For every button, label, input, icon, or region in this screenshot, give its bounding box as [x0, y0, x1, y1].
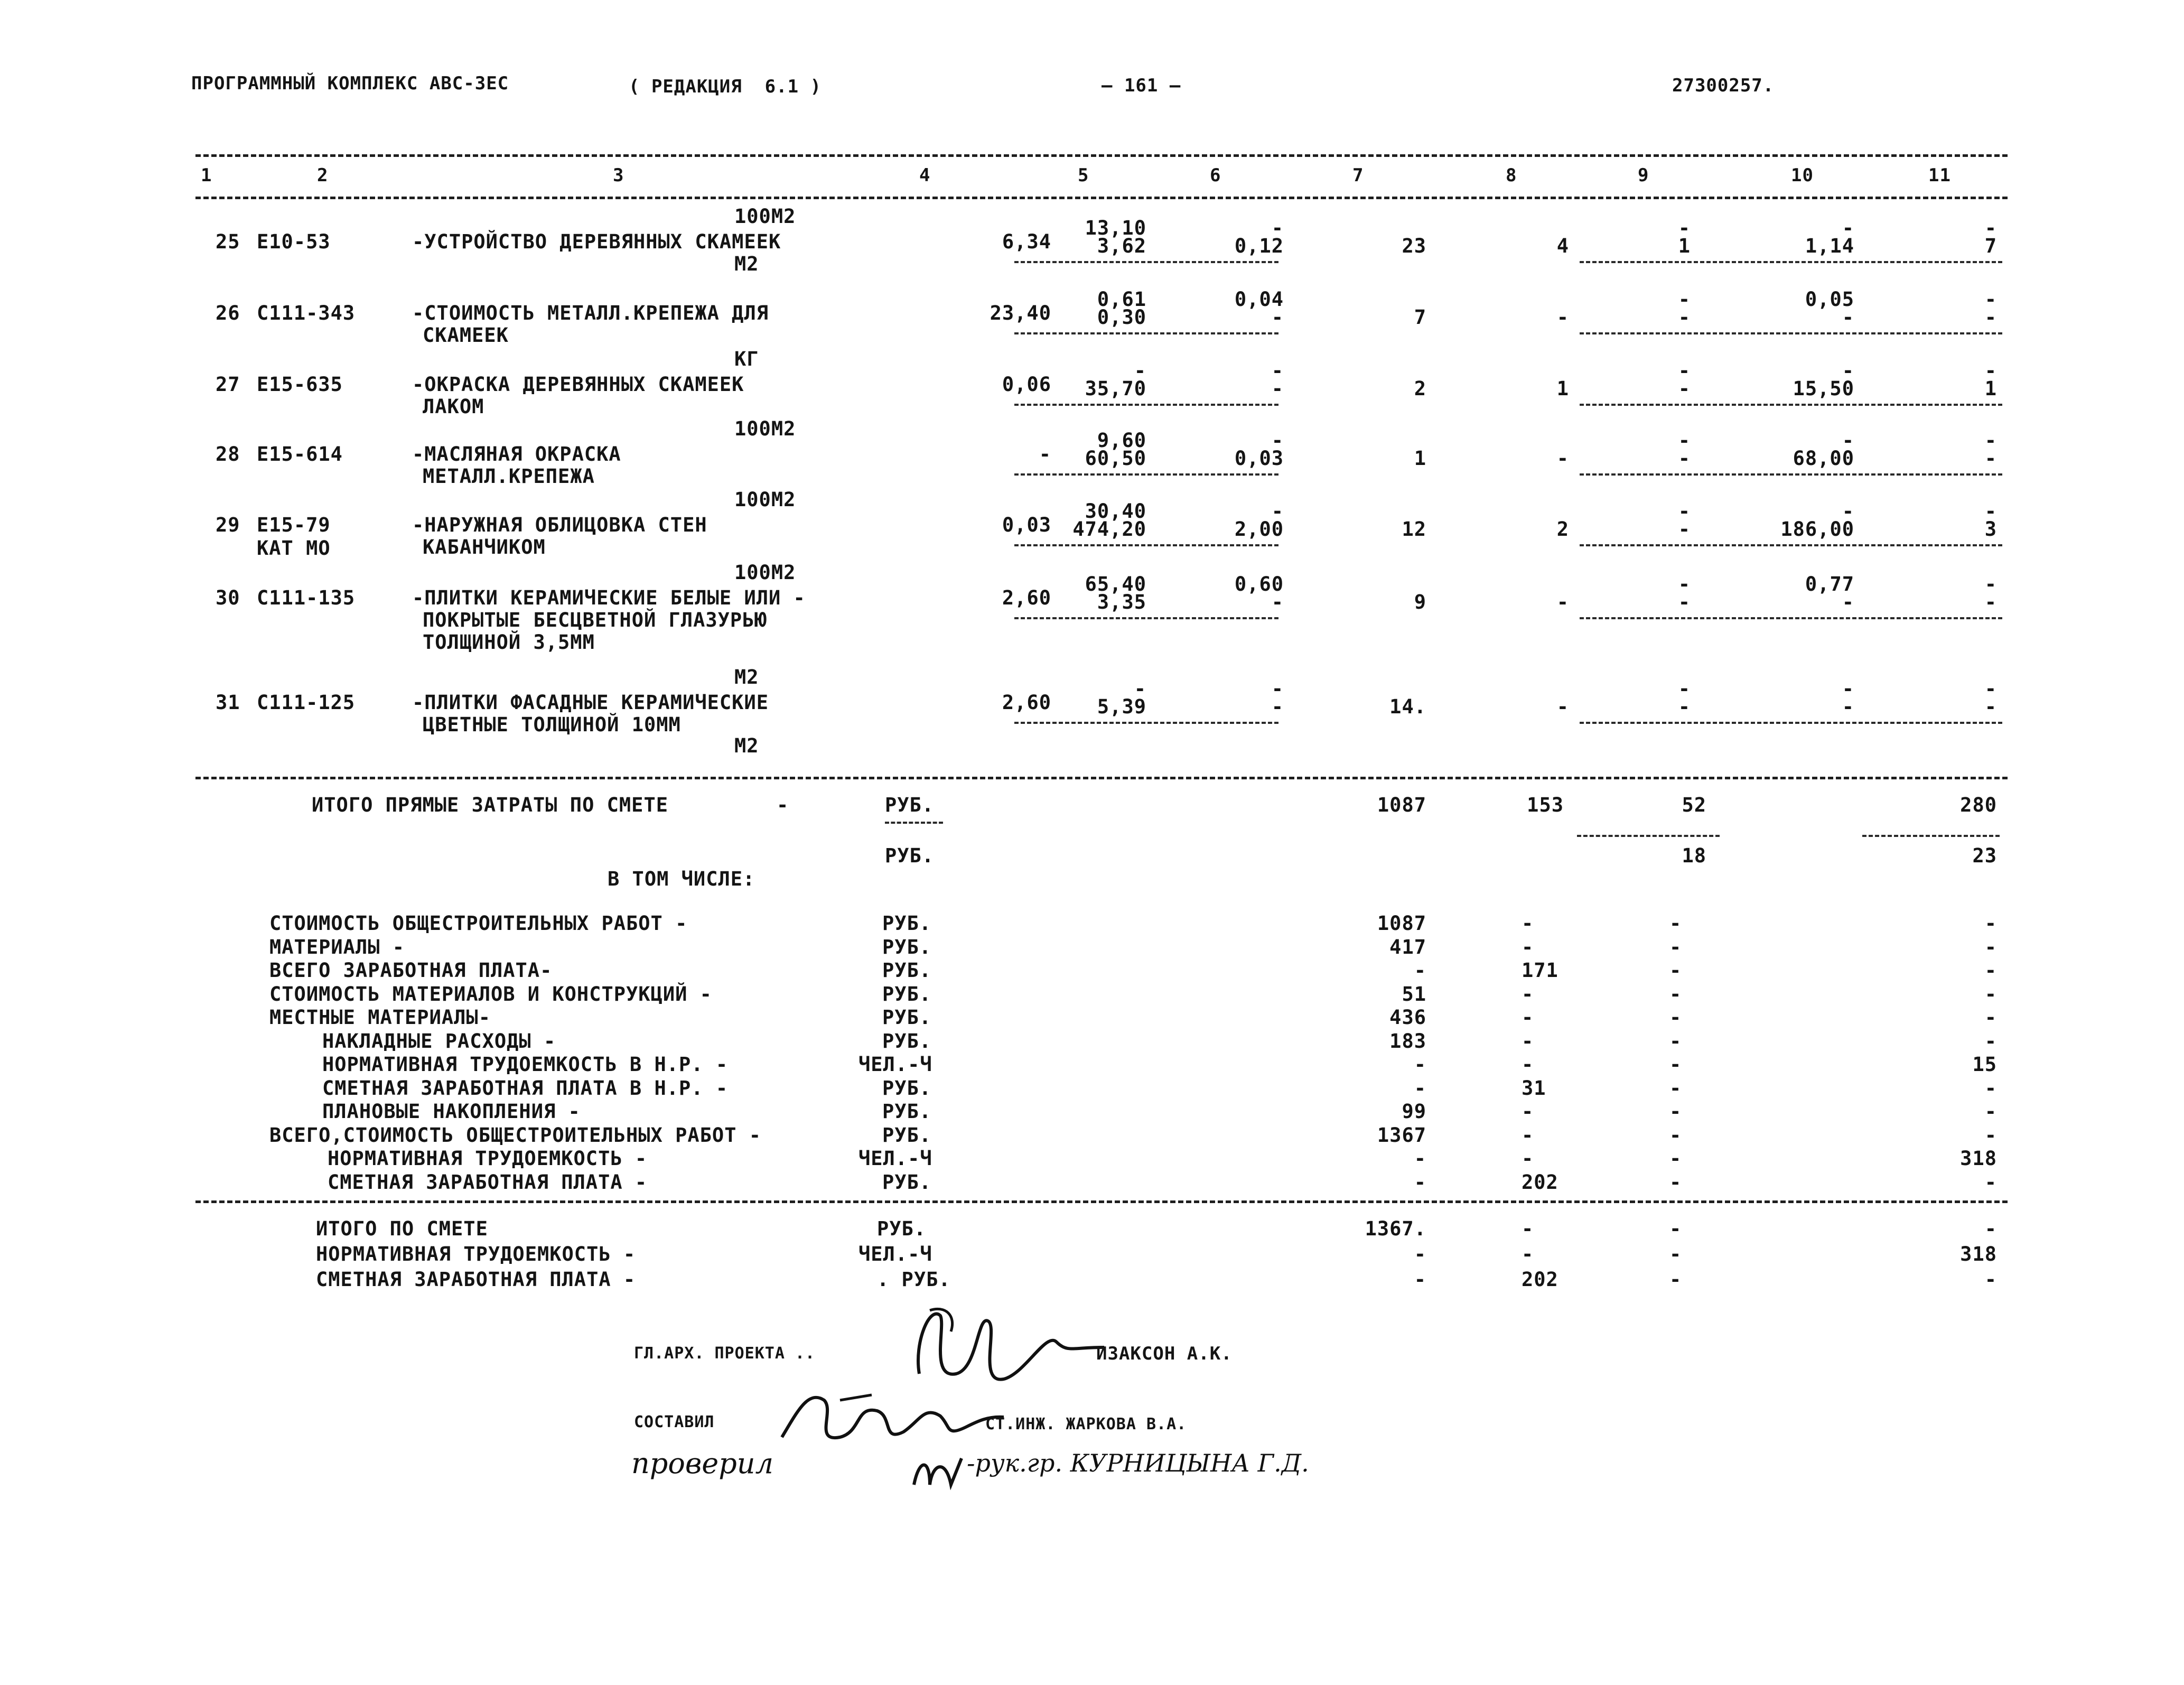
grand-total-c7: -: [1414, 1243, 1426, 1265]
document-number: 27300257.: [1672, 75, 1775, 96]
breakdown-c9: -: [1669, 983, 1682, 1006]
row-c5-top: 0,61: [1097, 288, 1146, 311]
row-code: С111-125: [257, 691, 356, 714]
grand-total-c7: -: [1414, 1268, 1426, 1291]
breakdown-c7: -: [1414, 1171, 1426, 1194]
grand-total-c11: -: [1984, 1268, 1997, 1291]
row-quantity: 2,60: [1002, 587, 1051, 609]
breakdown-c7: 1367: [1377, 1124, 1426, 1147]
breakdown-c8: 31: [1522, 1077, 1546, 1100]
breakdown-label: НОРМАТИВНАЯ ТРУДОЕМКОСТЬ В Н.Р. -: [322, 1053, 729, 1076]
row-c9-top: -: [1678, 288, 1691, 311]
breakdown-c8: -: [1522, 1006, 1534, 1029]
row-c5-bottom: 474,20: [1072, 518, 1146, 541]
row-c5-top: -: [1134, 677, 1146, 700]
row-description-line: ЛАКОМ: [423, 395, 484, 418]
breakdown-c11: -: [1984, 983, 1997, 1006]
row-number: 26: [216, 302, 240, 324]
direct-costs-label: ИТОГО ПРЯМЫЕ ЗАТРАТЫ ПО СМЕТЕ: [312, 794, 669, 816]
breakdown-label: ПЛАНОВЫЕ НАКОПЛЕНИЯ -: [322, 1100, 581, 1123]
row-description-line: -НАРУЖНАЯ ОБЛИЦОВКА СТЕН: [412, 514, 707, 536]
grand-total-c8: -: [1522, 1217, 1534, 1240]
row-description-line: -ПЛИТКИ ФАСАДНЫЕ КЕРАМИЧЕСКИЕ: [412, 691, 769, 714]
breakdown-label: СМЕТНАЯ ЗАРАБОТНАЯ ПЛАТА -: [328, 1171, 648, 1194]
row-c8: -: [1556, 695, 1569, 718]
cell-rule: [1014, 404, 1278, 406]
cell-rule: [1580, 617, 2002, 619]
row-description-line: -СТОИМОСТЬ МЕТАЛЛ.КРЕПЕЖА ДЛЯ: [412, 302, 769, 324]
grand-total-unit: РУБ.: [877, 1217, 927, 1240]
row-c9-bottom: -: [1678, 447, 1691, 470]
grand-total-unit: ЧЕЛ.-Ч: [858, 1243, 932, 1265]
row-unit: 100М2: [734, 417, 796, 440]
column-header-8: 8: [1506, 165, 1517, 186]
grand-total-unit: . РУБ.: [877, 1268, 951, 1291]
breakdown-c8: -: [1522, 1030, 1534, 1053]
row-quantity: -: [1039, 443, 1051, 466]
breakdown-label: ВСЕГО ЗАРАБОТНАЯ ПЛАТА-: [269, 959, 553, 982]
breakdown-c9: -: [1669, 912, 1682, 935]
column-header-5: 5: [1078, 165, 1089, 186]
row-c6-bottom: 0,12: [1234, 235, 1284, 257]
cell-rule: [1014, 473, 1278, 476]
row-c8: 2: [1556, 518, 1569, 541]
breakdown-c8: -: [1522, 983, 1534, 1006]
row-c5-bottom: 60,50: [1085, 447, 1146, 470]
breakdown-c8: -: [1522, 1124, 1534, 1147]
checker-signature: [909, 1448, 967, 1495]
in-that-number-heading: В ТОМ ЧИСЛЕ:: [608, 868, 755, 890]
breakdown-c9: -: [1669, 1171, 1682, 1194]
rule: [885, 822, 943, 824]
row-description-line: КАБАНЧИКОМ: [423, 536, 546, 558]
breakdown-unit: РУБ.: [882, 959, 932, 982]
row-c7: 23: [1402, 235, 1426, 257]
row-unit: 100М2: [734, 205, 796, 228]
breakdown-c7: -: [1414, 1053, 1426, 1076]
column-header-7: 7: [1352, 165, 1364, 186]
grand-total-c7: 1367.: [1365, 1217, 1426, 1240]
row-number: 27: [216, 373, 240, 396]
column-header-2: 2: [317, 165, 329, 186]
row-c11-top: -: [1984, 429, 1997, 452]
composed-name: СТ.ИНЖ. ЖАРКОВА В.А.: [985, 1415, 1187, 1433]
column-header-11: 11: [1928, 165, 1951, 186]
breakdown-unit: РУБ.: [882, 1006, 932, 1029]
row-description-line: ПОКРЫТЫЕ БЕСЦВЕТНОЙ ГЛАЗУРЬЮ: [423, 609, 767, 631]
breakdown-c8: 171: [1522, 959, 1558, 982]
rule: [1862, 835, 2000, 837]
direct-costs-c11-2: 23: [1972, 844, 1997, 867]
breakdown-c9: -: [1669, 1147, 1682, 1170]
breakdown-c9: -: [1669, 1124, 1682, 1147]
row-quantity: 0,03: [1002, 514, 1051, 536]
breakdown-c7: 51: [1402, 983, 1426, 1006]
breakdown-unit: РУБ.: [882, 1124, 932, 1147]
cell-rule: [1580, 404, 2002, 406]
row-unit: 100М2: [734, 561, 796, 584]
breakdown-c8: -: [1522, 912, 1534, 935]
row-description-line: -МАСЛЯНАЯ ОКРАСКА: [412, 443, 621, 466]
row-c7: 9: [1414, 591, 1426, 613]
column-header-1: 1: [201, 165, 212, 186]
table-top-rule: [195, 154, 2008, 157]
row-c6-top: -: [1271, 359, 1284, 382]
row-unit: КГ: [734, 348, 759, 370]
breakdown-c8: -: [1522, 936, 1534, 958]
cell-rule: [1580, 722, 2002, 724]
grand-total-c9: -: [1669, 1268, 1682, 1291]
row-c9-bottom: -: [1678, 695, 1691, 718]
row-c6-top: -: [1271, 217, 1284, 239]
row-c5-top: 13,10: [1085, 217, 1146, 239]
row-c10-top: -: [1842, 500, 1854, 523]
row-c10-top: 0,05: [1805, 288, 1854, 311]
cell-rule: [1580, 544, 2002, 546]
direct-costs-c8: 153: [1527, 794, 1564, 816]
breakdown-label: МЕСТНЫЕ МАТЕРИАЛЫ-: [269, 1006, 491, 1029]
breakdown-unit: ЧЕЛ.-Ч: [858, 1147, 932, 1170]
breakdown-c9: -: [1669, 1030, 1682, 1053]
checked-name: -рук.гр. КУРНИЦЫНА Г.Д.: [967, 1449, 1309, 1477]
row-c7: 12: [1402, 518, 1426, 541]
totals-top-rule: [195, 777, 2008, 779]
breakdown-c9: -: [1669, 936, 1682, 958]
grand-total-rule: [195, 1200, 2008, 1203]
row-c9-bottom: -: [1678, 591, 1691, 613]
row-code: Е15-635: [257, 373, 343, 396]
grand-total-c8: -: [1522, 1243, 1534, 1265]
composed-label: СОСТАВИЛ: [634, 1413, 715, 1431]
cell-rule: [1014, 722, 1278, 724]
cell-rule: [1580, 473, 2002, 476]
row-number: 31: [216, 691, 240, 714]
page-number: — 161 —: [1102, 75, 1181, 96]
row-c11-bottom: -: [1984, 306, 1997, 329]
row-c11-top: -: [1984, 677, 1997, 700]
row-c11-top: -: [1984, 500, 1997, 523]
row-c10-top: -: [1842, 429, 1854, 452]
row-quantity: 23,40: [990, 302, 1051, 324]
row-c11-bottom: 1: [1984, 377, 1997, 400]
row-c7: 2: [1414, 377, 1426, 400]
row-quantity: 0,06: [1002, 373, 1051, 396]
breakdown-unit: РУБ.: [882, 1077, 932, 1100]
row-number: 29: [216, 514, 240, 536]
cell-rule: [1014, 332, 1278, 334]
breakdown-c11: 15: [1972, 1053, 1997, 1076]
row-c9-top: -: [1678, 429, 1691, 452]
breakdown-label: МАТЕРИАЛЫ -: [269, 936, 405, 958]
breakdown-c11: -: [1984, 936, 1997, 958]
row-c5-bottom: 5,39: [1097, 695, 1146, 718]
checked-label: проверил: [631, 1447, 773, 1480]
chief-architect-label: ГЛ.АРХ. ПРОЕКТА ..: [634, 1344, 816, 1363]
direct-costs-c7: 1087: [1377, 794, 1426, 816]
breakdown-c9: -: [1669, 1100, 1682, 1123]
row-description-line: МЕТАЛЛ.КРЕПЕЖА: [423, 465, 595, 488]
row-c6-bottom: -: [1271, 377, 1284, 400]
row-code-secondary: КАТ МО: [257, 537, 331, 560]
row-c11-top: -: [1984, 288, 1997, 311]
grand-total-label: ИТОГО ПО СМЕТЕ: [316, 1217, 488, 1240]
grand-total-c11: -: [1984, 1217, 1997, 1240]
row-c5-bottom: 35,70: [1085, 377, 1146, 400]
row-c11-bottom: -: [1984, 591, 1997, 613]
grand-total-c9: -: [1669, 1243, 1682, 1265]
breakdown-c11: -: [1984, 1030, 1997, 1053]
cell-rule: [1580, 261, 2002, 263]
row-c9-top: -: [1678, 677, 1691, 700]
row-c6-bottom: 0,03: [1234, 447, 1284, 470]
row-c10-top: 0,77: [1805, 573, 1854, 595]
row-c6-bottom: -: [1271, 306, 1284, 329]
breakdown-c7: 436: [1389, 1006, 1426, 1029]
direct-costs-unit: РУБ.: [885, 794, 935, 816]
grand-total-label: НОРМАТИВНАЯ ТРУДОЕМКОСТЬ -: [316, 1243, 636, 1265]
row-c6-bottom: -: [1271, 591, 1284, 613]
cell-rule: [1014, 617, 1278, 619]
direct-costs-c11: 280: [1960, 794, 1997, 816]
chief-architect-name: ИЗАКСОН А.К.: [1096, 1343, 1233, 1364]
breakdown-unit: РУБ.: [882, 983, 932, 1006]
row-code: Е10-53: [257, 230, 331, 253]
row-c5-top: -: [1134, 359, 1146, 382]
row-c6-top: 0,04: [1234, 288, 1284, 311]
row-c10-bottom: -: [1842, 591, 1854, 613]
row-c9-bottom: -: [1678, 377, 1691, 400]
breakdown-unit: РУБ.: [882, 936, 932, 958]
breakdown-c7: -: [1414, 1147, 1426, 1170]
composer-signature: [777, 1379, 1009, 1453]
row-unit: М2: [734, 666, 759, 688]
breakdown-c7: -: [1414, 959, 1426, 982]
row-c9-top: -: [1678, 359, 1691, 382]
row-number: 28: [216, 443, 240, 466]
row-quantity: 2,60: [1002, 691, 1051, 714]
direct-costs-unit-2: РУБ.: [885, 844, 935, 867]
row-code: Е15-614: [257, 443, 343, 466]
breakdown-c11: -: [1984, 959, 1997, 982]
row-c6-top: -: [1271, 500, 1284, 523]
breakdown-c11: 318: [1960, 1147, 1997, 1170]
row-number: 30: [216, 587, 240, 609]
breakdown-label: СМЕТНАЯ ЗАРАБОТНАЯ ПЛАТА В Н.Р. -: [322, 1077, 729, 1100]
grand-total-c11: 318: [1960, 1243, 1997, 1265]
breakdown-unit: РУБ.: [882, 1171, 932, 1194]
row-c6-top: -: [1271, 677, 1284, 700]
row-c11-top: -: [1984, 217, 1997, 239]
row-c5-top: 30,40: [1085, 500, 1146, 523]
row-c10-top: -: [1842, 217, 1854, 239]
direct-costs-c9: 52: [1682, 794, 1706, 816]
column-header-6: 6: [1210, 165, 1221, 186]
row-c9-top: -: [1678, 573, 1691, 595]
row-c9-bottom: -: [1678, 518, 1691, 541]
breakdown-c8: -: [1522, 1147, 1534, 1170]
cell-rule: [1014, 261, 1278, 263]
header-bottom-rule: [195, 197, 2008, 199]
row-quantity: 6,34: [1002, 230, 1051, 253]
row-code: Е15-79: [257, 514, 331, 536]
breakdown-c9: -: [1669, 1077, 1682, 1100]
row-c10-top: -: [1842, 359, 1854, 382]
breakdown-c9: -: [1669, 1053, 1682, 1076]
row-c11-bottom: 7: [1984, 235, 1997, 257]
breakdown-c9: -: [1669, 959, 1682, 982]
direct-costs-dash: -: [777, 794, 789, 816]
row-code: С111-135: [257, 587, 356, 609]
breakdown-c11: -: [1984, 1077, 1997, 1100]
row-c10-bottom: 68,00: [1793, 447, 1854, 470]
column-header-9: 9: [1638, 165, 1649, 186]
row-number: 25: [216, 230, 240, 253]
row-code: С111-343: [257, 302, 356, 324]
breakdown-c8: -: [1522, 1100, 1534, 1123]
breakdown-unit: ЧЕЛ.-Ч: [858, 1053, 932, 1076]
breakdown-c7: 1087: [1377, 912, 1426, 935]
row-c10-top: -: [1842, 677, 1854, 700]
row-c10-bottom: 186,00: [1780, 518, 1854, 541]
row-description-line: ЦВЕТНЫЕ ТОЛЩИНОЙ 10ММ: [423, 713, 681, 736]
breakdown-c11: -: [1984, 1006, 1997, 1029]
breakdown-label: СТОИМОСТЬ ОБЩЕСТРОИТЕЛЬНЫХ РАБОТ -: [269, 912, 688, 935]
row-c9-top: -: [1678, 217, 1691, 239]
row-c7: 7: [1414, 306, 1426, 329]
breakdown-c7: 99: [1402, 1100, 1426, 1123]
breakdown-label: ВСЕГО,СТОИМОСТЬ ОБЩЕСТРОИТЕЛЬНЫХ РАБОТ -: [269, 1124, 762, 1147]
breakdown-c7: -: [1414, 1077, 1426, 1100]
row-description-line: -УСТРОЙСТВО ДЕРЕВЯННЫХ СКАМЕЕК: [412, 230, 781, 253]
breakdown-label: НАКЛАДНЫЕ РАСХОДЫ -: [322, 1030, 556, 1053]
row-description-line: -ПЛИТКИ КЕРАМИЧЕСКИЕ БЕЛЫЕ ИЛИ -: [412, 587, 806, 609]
cell-rule: [1014, 544, 1278, 546]
row-measure-unit: М2: [734, 253, 759, 275]
row-c5-top: 65,40: [1085, 573, 1146, 595]
program-title: ПРОГРАММНЫЙ КОМПЛЕКС АВС-3ЕС: [191, 73, 509, 94]
row-c9-bottom: 1: [1678, 235, 1691, 257]
breakdown-c8: 202: [1522, 1171, 1558, 1194]
row-c5-bottom: 3,62: [1097, 235, 1146, 257]
breakdown-unit: РУБ.: [882, 1030, 932, 1053]
column-header-4: 4: [919, 165, 931, 186]
row-c11-top: -: [1984, 573, 1997, 595]
row-c9-top: -: [1678, 500, 1691, 523]
breakdown-c7: 183: [1389, 1030, 1426, 1053]
breakdown-c11: -: [1984, 1171, 1997, 1194]
breakdown-unit: РУБ.: [882, 1100, 932, 1123]
row-c5-top: 9,60: [1097, 429, 1146, 452]
breakdown-label: НОРМАТИВНАЯ ТРУДОЕМКОСТЬ -: [328, 1147, 648, 1170]
column-header-3: 3: [613, 165, 624, 186]
breakdown-c11: -: [1984, 912, 1997, 935]
grand-total-c9: -: [1669, 1217, 1682, 1240]
column-header-10: 10: [1791, 165, 1814, 186]
row-c8: -: [1556, 591, 1569, 613]
row-c7: 14.: [1389, 695, 1426, 718]
row-description-line: ТОЛЩИНОЙ 3,5ММ: [423, 631, 595, 654]
row-c6-bottom: 2,00: [1234, 518, 1284, 541]
row-measure-unit: М2: [734, 734, 759, 757]
row-c8: 1: [1556, 377, 1569, 400]
breakdown-c8: -: [1522, 1053, 1534, 1076]
row-c10-bottom: 1,14: [1805, 235, 1854, 257]
row-c8: -: [1556, 447, 1569, 470]
breakdown-unit: РУБ.: [882, 912, 932, 935]
row-c11-bottom: -: [1984, 695, 1997, 718]
direct-costs-c9-2: 18: [1682, 844, 1706, 867]
row-c9-bottom: -: [1678, 306, 1691, 329]
row-c5-bottom: 3,35: [1097, 591, 1146, 613]
row-description-line: СКАМЕЕК: [423, 324, 509, 347]
rule: [1577, 835, 1720, 837]
row-c11-bottom: -: [1984, 447, 1997, 470]
row-c8: 4: [1556, 235, 1569, 257]
row-c8: -: [1556, 306, 1569, 329]
row-description-line: -ОКРАСКА ДЕРЕВЯННЫХ СКАМЕЕК: [412, 373, 744, 396]
breakdown-c11: -: [1984, 1100, 1997, 1123]
row-c11-top: -: [1984, 359, 1997, 382]
row-c6-top: 0,60: [1234, 573, 1284, 595]
row-c10-bottom: -: [1842, 695, 1854, 718]
breakdown-label: СТОИМОСТЬ МАТЕРИАЛОВ И КОНСТРУКЦИЙ -: [269, 983, 712, 1006]
breakdown-c9: -: [1669, 1006, 1682, 1029]
cell-rule: [1580, 332, 2002, 334]
row-c5-bottom: 0,30: [1097, 306, 1146, 329]
row-c10-bottom: 15,50: [1793, 377, 1854, 400]
grand-total-label: СМЕТНАЯ ЗАРАБОТНАЯ ПЛАТА -: [316, 1268, 636, 1291]
row-c6-top: -: [1271, 429, 1284, 452]
breakdown-c7: 417: [1389, 936, 1426, 958]
row-c7: 1: [1414, 447, 1426, 470]
breakdown-c11: -: [1984, 1124, 1997, 1147]
row-unit: 100М2: [734, 488, 796, 511]
row-c11-bottom: 3: [1984, 518, 1997, 541]
grand-total-c8: 202: [1522, 1268, 1558, 1291]
row-c6-bottom: -: [1271, 695, 1284, 718]
edition-label: ( РЕДАКЦИЯ 6.1 ): [629, 76, 822, 97]
row-c10-bottom: -: [1842, 306, 1854, 329]
